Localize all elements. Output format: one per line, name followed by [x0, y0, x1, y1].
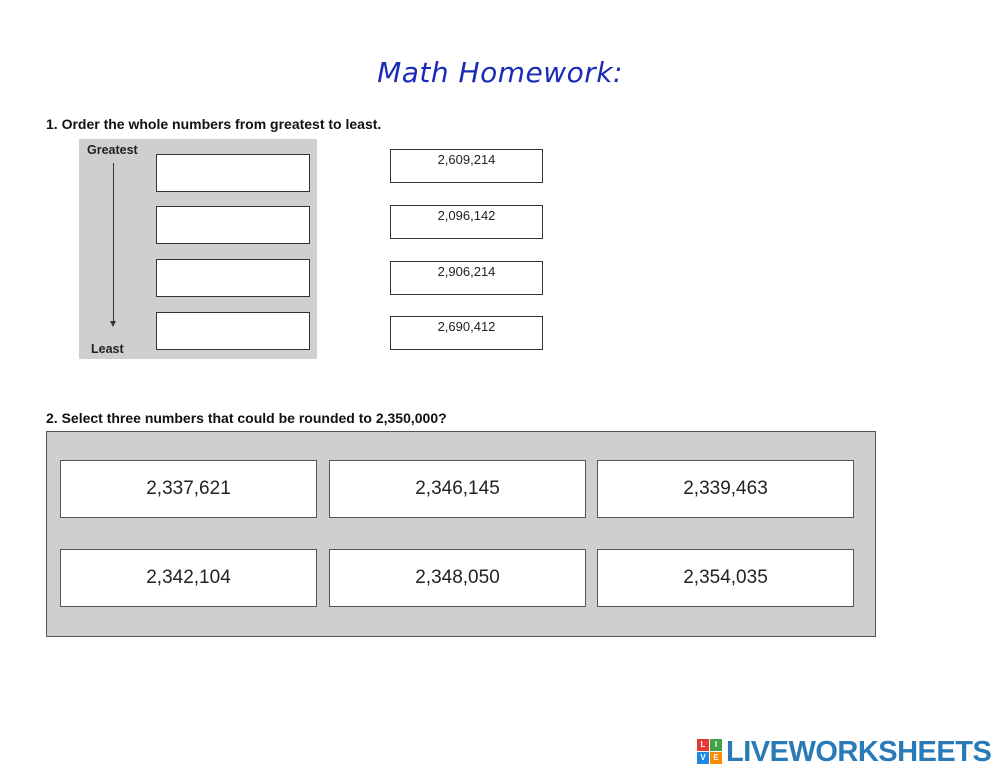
down-arrow-icon — [113, 163, 114, 323]
arrow-head-icon — [110, 321, 116, 327]
greatest-label: Greatest — [87, 143, 138, 157]
logo-letter: L — [697, 739, 709, 751]
number-card[interactable]: 2,906,214 — [390, 261, 543, 295]
option-button[interactable]: 2,346,145 — [329, 460, 586, 518]
least-label: Least — [91, 342, 124, 356]
drop-slot-2[interactable] — [156, 206, 310, 244]
option-button[interactable]: 2,354,035 — [597, 549, 854, 607]
option-button[interactable]: 2,339,463 — [597, 460, 854, 518]
option-button[interactable]: 2,348,050 — [329, 549, 586, 607]
logo-text: LIVEWORKSHEETS — [726, 735, 992, 768]
drop-slot-4[interactable] — [156, 312, 310, 350]
ordering-panel — [79, 139, 317, 359]
question-2-prompt: 2. Select three numbers that could be rounded to 2,350,000? — [46, 410, 447, 426]
page-title: Math Homework: — [377, 56, 623, 89]
logo-mark-icon — [697, 739, 723, 765]
number-card[interactable]: 2,690,412 — [390, 316, 543, 350]
number-card[interactable]: 2,096,142 — [390, 205, 543, 239]
logo-letter: I — [710, 739, 722, 751]
drop-slot-3[interactable] — [156, 259, 310, 297]
number-card[interactable]: 2,609,214 — [390, 149, 543, 183]
logo-letter: V — [697, 752, 709, 764]
logo-letter: E — [710, 752, 722, 764]
drop-slot-1[interactable] — [156, 154, 310, 192]
selection-panel — [46, 431, 876, 637]
liveworksheets-logo — [697, 737, 991, 767]
option-button[interactable]: 2,337,621 — [60, 460, 317, 518]
option-button[interactable]: 2,342,104 — [60, 549, 317, 607]
question-1-prompt: 1. Order the whole numbers from greatest to least. — [46, 116, 382, 132]
